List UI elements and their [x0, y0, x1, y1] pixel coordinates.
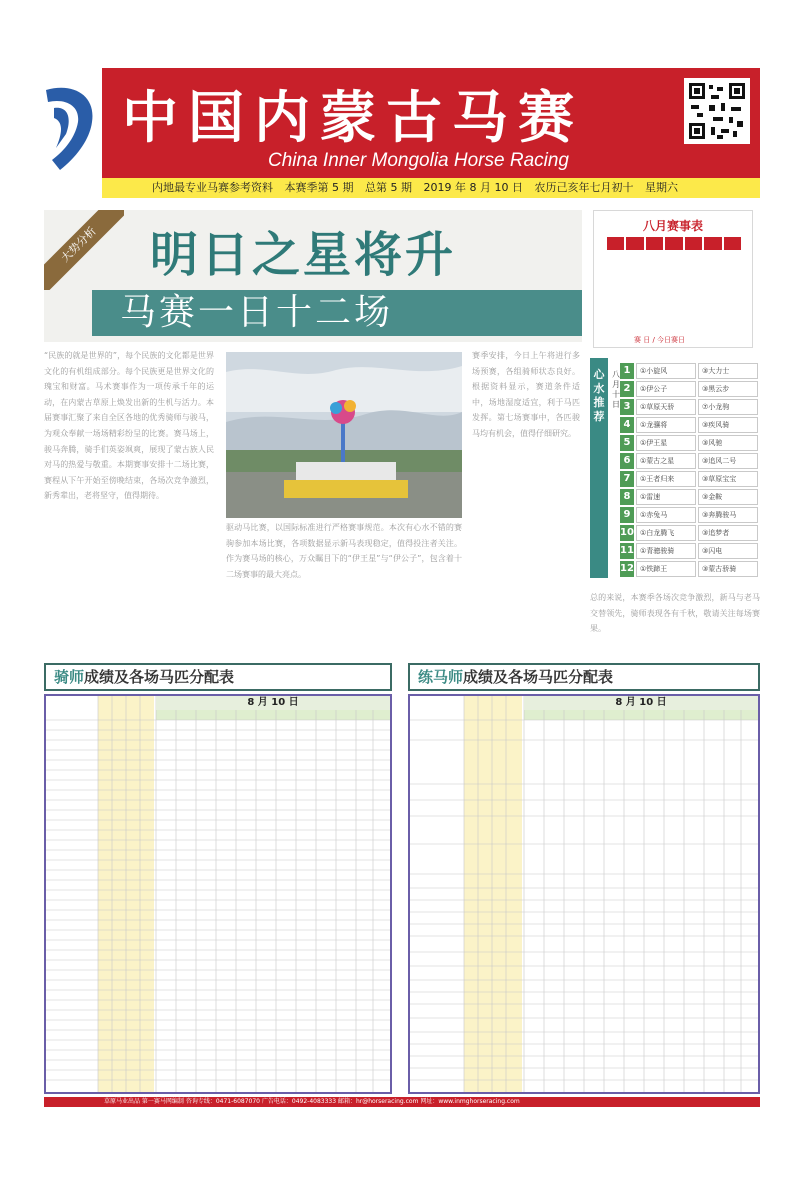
main-headline: 明日之星将升 — [150, 227, 457, 283]
trainer-table — [408, 694, 760, 1094]
list-item: 2 ①伊公子 ③黑云步 — [620, 380, 758, 398]
info-season-issue: 本赛季第 5 期 — [284, 181, 354, 194]
qr-code-icon[interactable] — [684, 78, 750, 144]
trainer-table-grid — [410, 696, 758, 1092]
info-weekday: 星期六 — [644, 181, 678, 194]
calendar-title: 八月赛事表 — [642, 219, 703, 233]
list-item: 8 ①雷速 ③金鞍 — [620, 488, 758, 506]
issue-info-bar — [102, 178, 760, 198]
list-item: 4 ①龙骧将 ③疾风骑 — [620, 416, 758, 434]
article-column-4: 总的来说，本赛季各场次竞争激烈，新马与老马交替领先，骑师表现各有千秋，敬请关注每场赛果。 — [590, 593, 760, 634]
list-item: 1 ①小旋风 ③大力士 — [620, 362, 758, 380]
list-item: 5 ①伊王星 ③风驰 — [620, 434, 758, 452]
logo-emblem — [44, 78, 102, 178]
list-item: 7 ①王者归来 ③草原宝宝 — [620, 470, 758, 488]
masthead-banner — [102, 68, 760, 178]
jockey-table-grid — [46, 696, 390, 1092]
info-lunar-date: 农历己亥年七月初十 — [534, 181, 634, 194]
recommend-list — [620, 362, 758, 578]
section-tag: 大势分析 — [44, 210, 124, 290]
recommend-date-label: 八月十日 — [612, 370, 620, 409]
info-total-issue: 总第 5 期 — [365, 181, 412, 194]
calendar-grid — [606, 237, 742, 328]
trainer-table-title: 练马师成绩及各场马匹分配表 — [408, 663, 760, 691]
calendar-legend: 赛 日 / 今日赛日 — [634, 336, 686, 344]
info-date: 2019 年 8 月 10 日 — [423, 181, 523, 194]
list-item: 3 ①草原天骄 ⑦小龙驹 — [620, 398, 758, 416]
trainer-table-date: 8 月 10 日 — [524, 696, 758, 710]
footer-bar: 草原马业出品 第一赛马网编制 咨询专线：0471-6087070 广告电话：0492-4083333 邮箱：hr@horseracing.com 网址：www.inmghorseracing.com — [44, 1097, 760, 1107]
jockey-table-title: 骑师成绩及各场马匹分配表 — [44, 663, 392, 691]
jockey-table-date: 8 月 10 日 — [156, 696, 390, 710]
list-item: 10 ①白龙腾飞 ③追梦者 — [620, 524, 758, 542]
sub-headline: 马赛一日十二场 — [120, 292, 394, 333]
jockey-table — [44, 694, 392, 1094]
masthead-subtitle: China Inner Mongolia Horse Racing — [268, 150, 569, 171]
article-column-1: “民族的就是世界的”，每个民族的文化都是世界文化的有机组成部分。每个民族更是世界文化的瑰宝和财富。马术赛事作为一项传承千年的运动，在内蒙古草原上焕发出新的生机与活力。本届赛事汇聚了来自全区各地的优秀骑师与骏马，为观众奉献一场场精彩纷呈的比赛。赛马场上，骏马奔腾，骑手们英姿飒爽，展现了蒙古族人民对马的热爱与敬重。本期赛事安排十二场比赛，赛程从下午开始至傍晚结束，各场次竞争激烈，新秀辈出，老将坚守，值得期待。 — [44, 351, 214, 501]
list-item: 11 ①青骢骏骑 ③闪电 — [620, 542, 758, 560]
recommend-label: 心水推荐 — [590, 358, 608, 578]
race-calendar — [593, 210, 753, 348]
list-item: 12 ①铁蹄王 ③蒙古骄骑 — [620, 560, 758, 578]
masthead-title: 中国内蒙古马赛 — [122, 85, 584, 151]
article-column-2: 驱动马比赛，以国际标准进行严格赛事规范。本次有心水不错的赛驹参加本场比赛，各项数据显示新马表现稳定，值得投注者关注。作为赛马场的核心，万众瞩目下的“伊王星”与“伊公子”，包含着十二场赛事的最大亮点。 — [226, 523, 462, 579]
racecourse-photo — [226, 352, 462, 518]
recommend-panel — [590, 358, 760, 578]
article-column-3: 赛季安排，今日上午将进行多场预赛，各组骑师状态良好。根据资料显示，赛道条件适中，场地湿度适宜，利于马匹发挥。第七场赛事中，各匹骏马均有机会，值得仔细研究。 — [472, 351, 580, 438]
list-item: 6 ①蒙古之星 ③追风二号 — [620, 452, 758, 470]
info-tagline: 内地最专业马赛参考资料 — [152, 181, 273, 194]
list-item: 9 ①赤兔马 ③奔腾骏马 — [620, 506, 758, 524]
